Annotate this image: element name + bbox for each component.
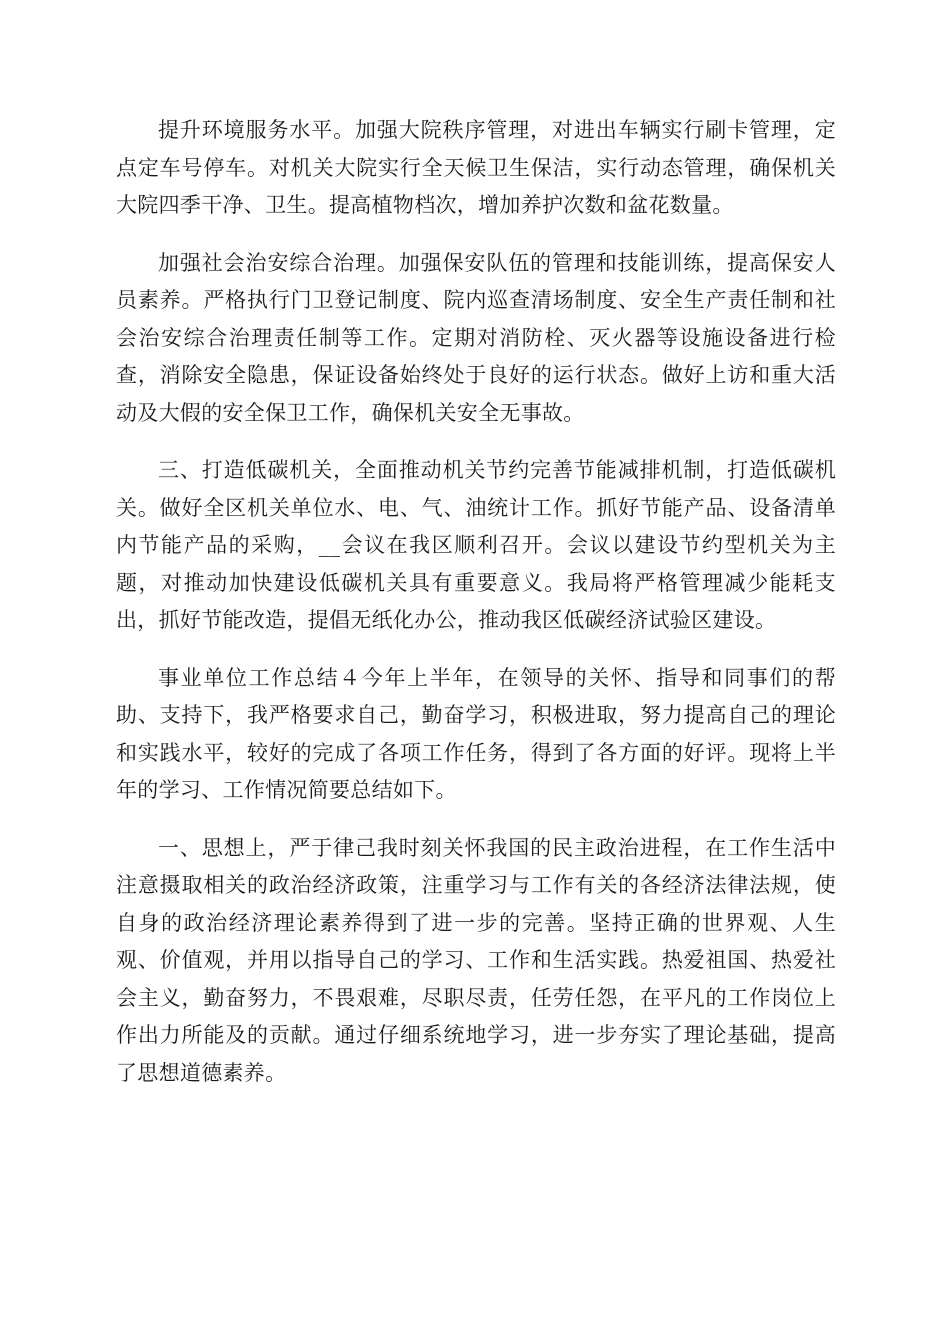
paragraph-low-carbon: 三、打造低碳机关，全面推动机关节约完善节能减排机制，打造低碳机关。做好全区机关单位水、电、气、油统计工作。抓好节能产品、设备清单内节能产品的采购，__会议在我区顺利召开。会议以建设节约型机关为主题，对推动加快建设低碳机关具有重要意义。我局将严格管理减少能耗支出，抓好节能改造，提倡无纸化办公，推动我区低碳经济试验区建设。: [116, 458, 836, 632]
paragraph-work-summary-intro: 事业单位工作总结４今年上半年，在领导的关怀、指导和同事们的帮助、支持下，我严格要求自己，勤奋学习，积极进取，努力提高自己的理论和实践水平，较好的完成了各项工作任务，得到了各方面的好评。现将上半年的学习、工作情况简要总结如下。: [116, 665, 836, 802]
paragraph-environment-service: 提升环境服务水平。加强大院秩序管理，对进出车辆实行刷卡管理，定点定车号停车。对机关大院实行全天候卫生保洁，实行动态管理，确保机关大院四季干净、卫生。提高植物档次，增加养护次数和盆花数量。: [116, 118, 836, 217]
paragraph-public-security: 加强社会治安综合治理。加强保安队伍的管理和技能训练，提高保安人员素养。严格执行门卫登记制度、院内巡查清场制度、安全生产责任制和社会治安综合治理责任制等工作。定期对消防栓、灭火器等设施设备进行检查，消除安全隐患，保证设备始终处于良好的运行状态。做好上访和重大活动及大假的安全保卫工作，确保机关安全无事故。: [116, 250, 836, 425]
paragraph-ideology: 一、思想上，严于律己我时刻关怀我国的民主政治进程，在工作生活中注意摄取相关的政治经济政策，注重学习与工作有关的各经济法律法规，使自身的政治经济理论素养得到了进一步的完善。坚持正确的世界观、人生观、价值观，并用以指导自己的学习、工作和生活实践。热爱祖国、热爱社会主义，勤奋努力，不畏艰难，尽职尽责，任劳任怨，在平凡的工作岗位上作出力所能及的贡献。通过仔细系统地学习，进一步夯实了理论基础，提高了思想道德素养。: [116, 835, 836, 1085]
document-page: [116, 112, 836, 1112]
